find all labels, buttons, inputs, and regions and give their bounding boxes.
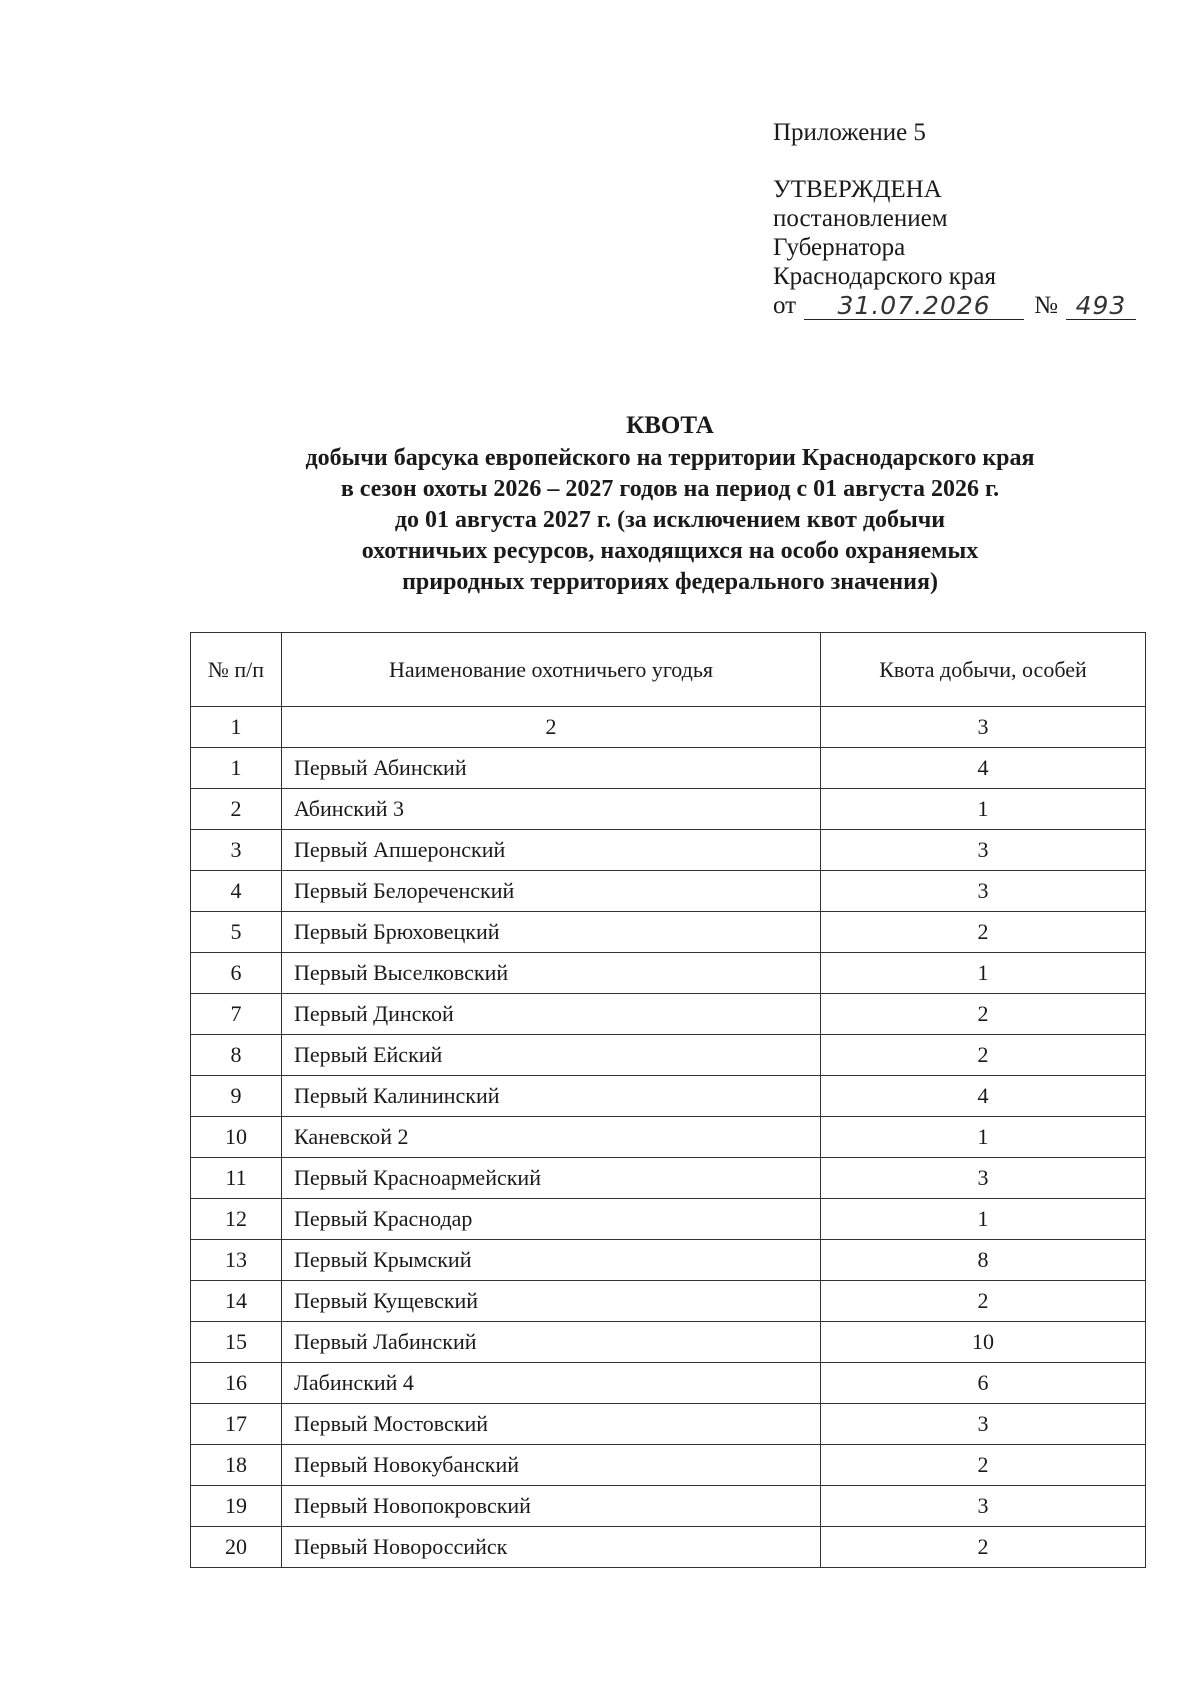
table-row [191, 912, 1146, 953]
approval-line-1: постановлением [773, 205, 948, 232]
quota-value-cell: 8 [821, 1240, 1146, 1281]
row-number-cell: 19 [191, 1486, 282, 1527]
table-row [191, 871, 1146, 912]
table-row [191, 1117, 1146, 1158]
hunting-ground-name-cell: Первый Лабинский [282, 1322, 821, 1363]
quota-table [190, 632, 1146, 1568]
column-number-2: 2 [282, 707, 821, 748]
header-name: Наименование охотничьего угодья [282, 633, 821, 707]
title-line-1: добычи барсука европейского на территории Краснодарского края [305, 445, 1035, 471]
quota-value-cell: 2 [821, 1035, 1146, 1076]
title-line-3: до 01 августа 2027 г. (за исключением квот добычи [394, 507, 946, 533]
quota-value-cell: 4 [821, 1076, 1146, 1117]
table-row [191, 830, 1146, 871]
row-number-cell: 17 [191, 1404, 282, 1445]
hunting-ground-name-cell: Первый Выселковский [282, 953, 821, 994]
row-number-cell: 15 [191, 1322, 282, 1363]
row-number-cell: 12 [191, 1199, 282, 1240]
number-sign: № [1034, 292, 1058, 319]
title-heading: КВОТА [626, 412, 714, 439]
table-row [191, 789, 1146, 830]
from-label: от [773, 292, 797, 319]
table-row [191, 1404, 1146, 1445]
quota-value-cell: 3 [821, 1404, 1146, 1445]
handwritten-date: 31.07.2026 [804, 293, 1024, 320]
date-number-line [773, 291, 1136, 320]
table-row [191, 1199, 1146, 1240]
header-number: № п/п [191, 633, 282, 707]
table-row [191, 1158, 1146, 1199]
hunting-ground-name-cell: Каневской 2 [282, 1117, 821, 1158]
row-number-cell: 4 [191, 871, 282, 912]
quota-value-cell: 3 [821, 1486, 1146, 1527]
hunting-ground-name-cell: Первый Красноармейский [282, 1158, 821, 1199]
row-number-cell: 18 [191, 1445, 282, 1486]
hunting-ground-name-cell: Первый Крымский [282, 1240, 821, 1281]
quota-value-cell: 2 [821, 994, 1146, 1035]
hunting-ground-name-cell: Первый Краснодар [282, 1199, 821, 1240]
column-numbering-row [191, 707, 1146, 748]
hunting-ground-name-cell: Первый Новороссийск [282, 1527, 821, 1568]
title-line-5: природных территориях федерального значения) [402, 569, 938, 595]
table-row [191, 1240, 1146, 1281]
quota-value-cell: 1 [821, 1199, 1146, 1240]
table-row [191, 994, 1146, 1035]
hunting-ground-name-cell: Первый Новокубанский [282, 1445, 821, 1486]
row-number-cell: 16 [191, 1363, 282, 1404]
quota-value-cell: 2 [821, 1445, 1146, 1486]
quota-value-cell: 10 [821, 1322, 1146, 1363]
table-header-row [191, 633, 1146, 707]
table-row [191, 953, 1146, 994]
hunting-ground-name-cell: Первый Калининский [282, 1076, 821, 1117]
quota-value-cell: 2 [821, 1527, 1146, 1568]
hunting-ground-name-cell: Абинский 3 [282, 789, 821, 830]
row-number-cell: 2 [191, 789, 282, 830]
table-row [191, 1076, 1146, 1117]
quota-value-cell: 3 [821, 1158, 1146, 1199]
table-row [191, 1445, 1146, 1486]
table-row [191, 1035, 1146, 1076]
quota-value-cell: 3 [821, 830, 1146, 871]
approval-line-2: Губернатора [773, 234, 906, 261]
row-number-cell: 20 [191, 1527, 282, 1568]
row-number-cell: 1 [191, 748, 282, 789]
hunting-ground-name-cell: Первый Мостовский [282, 1404, 821, 1445]
approval-line-3: Краснодарского края [773, 263, 996, 290]
quota-value-cell: 4 [821, 748, 1146, 789]
hunting-ground-name-cell: Первый Апшеронский [282, 830, 821, 871]
column-number-3: 3 [821, 707, 1146, 748]
quota-value-cell: 1 [821, 953, 1146, 994]
hunting-ground-name-cell: Первый Белореченский [282, 871, 821, 912]
row-number-cell: 7 [191, 994, 282, 1035]
row-number-cell: 10 [191, 1117, 282, 1158]
hunting-ground-name-cell: Первый Кущевский [282, 1281, 821, 1322]
title-line-2: в сезон охоты 2026 – 2027 годов на период с 01 августа 2026 г. [340, 476, 1000, 502]
table-row [191, 1363, 1146, 1404]
document-title [0, 410, 1200, 598]
approved-label: УТВЕРЖДЕНА [773, 176, 942, 203]
hunting-ground-name-cell: Первый Динской [282, 994, 821, 1035]
row-number-cell: 6 [191, 953, 282, 994]
column-number-1: 1 [191, 707, 282, 748]
row-number-cell: 11 [191, 1158, 282, 1199]
table-row [191, 1486, 1146, 1527]
quota-value-cell: 3 [821, 871, 1146, 912]
header-quota: Квота добычи, особей [821, 633, 1146, 707]
table-row [191, 1527, 1146, 1568]
row-number-cell: 13 [191, 1240, 282, 1281]
row-number-cell: 8 [191, 1035, 282, 1076]
quota-value-cell: 1 [821, 1117, 1146, 1158]
title-line-4: охотничьих ресурсов, находящихся на особо охраняемых [361, 538, 979, 564]
appendix-label: Приложение 5 [773, 119, 926, 146]
hunting-ground-name-cell: Первый Брюховецкий [282, 912, 821, 953]
table-row [191, 1281, 1146, 1322]
hunting-ground-name-cell: Первый Новопокровский [282, 1486, 821, 1527]
row-number-cell: 9 [191, 1076, 282, 1117]
row-number-cell: 5 [191, 912, 282, 953]
table-row [191, 748, 1146, 789]
hunting-ground-name-cell: Лабинский 4 [282, 1363, 821, 1404]
hunting-ground-name-cell: Первый Ейский [282, 1035, 821, 1076]
handwritten-number: 493 [1066, 293, 1136, 320]
approval-block [773, 118, 1136, 320]
hunting-ground-name-cell: Первый Абинский [282, 748, 821, 789]
table-row [191, 1322, 1146, 1363]
quota-value-cell: 6 [821, 1363, 1146, 1404]
quota-value-cell: 2 [821, 912, 1146, 953]
quota-value-cell: 2 [821, 1281, 1146, 1322]
quota-value-cell: 1 [821, 789, 1146, 830]
row-number-cell: 3 [191, 830, 282, 871]
row-number-cell: 14 [191, 1281, 282, 1322]
